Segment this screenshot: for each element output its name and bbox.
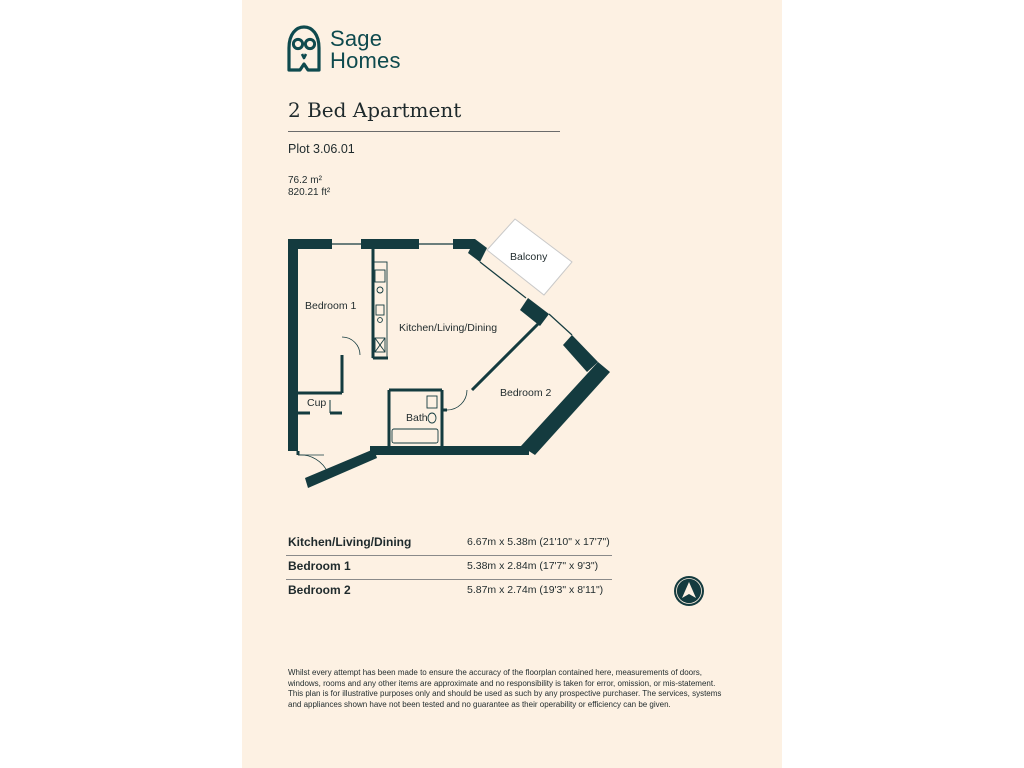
area-square-feet: 820.21 ft² [288,187,331,198]
dimension-row [286,532,612,556]
room-dimensions-table [286,532,612,603]
room-label-kitchen: Kitchen/Living/Dining [399,322,498,334]
dimension-room-name: Kitchen/Living/Dining [288,535,412,549]
room-label-bath: Bath [406,412,428,424]
brand-name-line2: Homes [330,48,401,73]
room-label-balcony: Balcony [510,251,548,263]
floorplan-drawing [242,0,782,520]
room-label-cup: Cup [307,397,327,409]
brand-name-line1: Sage [330,26,383,51]
dimension-row [286,580,612,603]
area-square-metres: 76.2 m² [288,175,322,186]
room-label-bedroom-1: Bedroom 1 [305,300,357,312]
disclaimer-text: Whilst every attempt has been made to ensure the accuracy of the floorplan contained here, measurements of doors, windows, rooms and any other items are approximate and no responsibility is taken for error, omission, or mis-statement. This plan is for illustrative purposes only and should be used as such by any prospective purchaser. The services, systems and appliances shown have not been tested and no guarantee as their operability or efficiency can be given. [288,668,722,709]
plot-number: Plot 3.06.01 [288,142,355,156]
floorplan-thick-walls [288,239,610,488]
dimension-row [286,556,612,580]
dimension-size: 5.38m x 2.84m (17'7" x 9'3") [467,560,599,572]
dimension-size: 5.87m x 2.74m (19'3" x 8'11") [467,584,604,596]
room-label-bedroom-2: Bedroom 2 [500,387,552,399]
kitchen-units [373,262,387,358]
dimension-size: 6.67m x 5.38m (21'10" x 17'7") [467,536,610,548]
dimension-room-name: Bedroom 1 [288,559,351,573]
north-arrow-icon [672,574,706,608]
dimension-room-name: Bedroom 2 [288,583,351,597]
page-title: 2 Bed Apartment [288,98,462,122]
floorplan-sheet [242,0,782,768]
